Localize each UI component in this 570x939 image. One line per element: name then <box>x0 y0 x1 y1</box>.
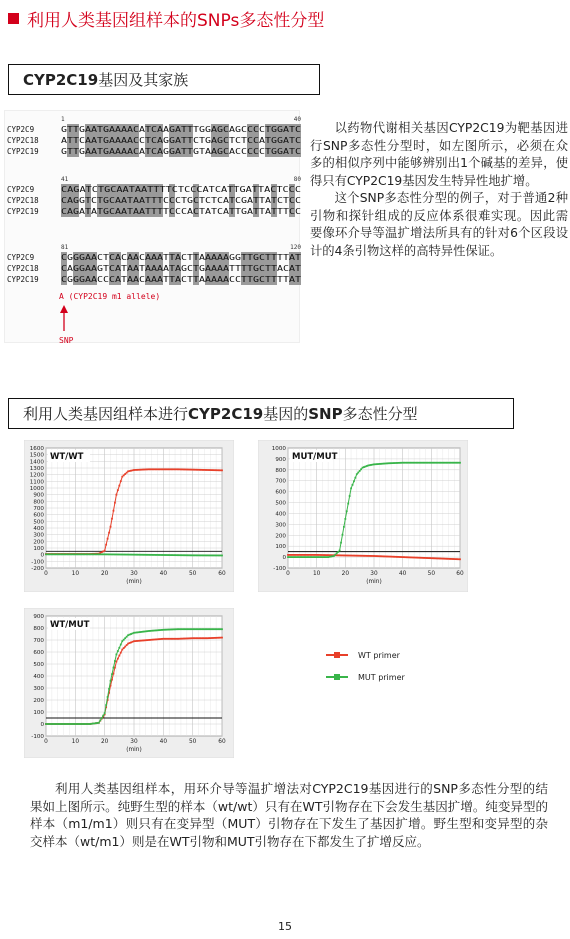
x-tick-label: 20 <box>341 571 350 577</box>
x-axis-label: (min) <box>126 579 142 585</box>
gene-name-label: CYP2C18 <box>7 264 39 273</box>
y-tick-label: 100 <box>33 710 44 716</box>
sequence-text: CGGGAACCCATAACAAATTACTTAAAAACCTTGCTTTTAT <box>61 275 301 284</box>
data-point <box>459 462 461 464</box>
snp-label: SNP <box>59 336 74 344</box>
legend-label-mut: MUT primer <box>358 672 405 682</box>
data-point <box>117 650 119 652</box>
sequence-text: CAGGTCTGCAATAATTTCCCTGCTCTCATCGATTATCTCC <box>61 196 301 205</box>
data-point <box>221 637 223 639</box>
gene-name-label: CYP2C19 <box>7 147 39 156</box>
block-end-label: 120 <box>290 244 301 251</box>
sequence-text: CAGATCTGCAATAATTTTCTCCCATCATTGATTACTCCC <box>61 185 301 194</box>
legend-swatch-mut <box>326 676 348 678</box>
y-tick-label: 600 <box>275 489 286 496</box>
x-tick-label: 10 <box>71 571 80 577</box>
intro-paragraph-1: 以药物代谢相关基因CYP2C19为靶基因进行SNP多态性分型时，如左图所示，必须在众多的相似序列中能够辨别出1个碱基的差异，使得只有CYP2C19基因发生特异性地扩增。 <box>310 121 568 188</box>
chart-mut-mut-svg <box>258 440 468 592</box>
data-point <box>108 688 110 690</box>
data-point <box>354 477 356 479</box>
data-point <box>117 489 119 491</box>
data-point <box>360 468 362 470</box>
data-point <box>357 472 359 474</box>
y-tick-label: 900 <box>275 456 286 463</box>
y-tick-label: 1000 <box>29 486 44 492</box>
x-tick-label: 20 <box>100 571 109 577</box>
legend-item-wt <box>326 644 405 666</box>
y-tick-label: 1000 <box>271 446 286 452</box>
data-point <box>107 696 109 698</box>
y-tick-label: -200 <box>31 566 44 572</box>
y-tick-label: 700 <box>275 478 286 485</box>
page-heading <box>8 6 324 31</box>
snp-arrowhead-icon <box>60 305 68 313</box>
block-start-label: 41 <box>61 176 69 183</box>
data-point <box>113 667 115 669</box>
x-tick-label: 50 <box>427 571 436 577</box>
y-tick-label: 300 <box>33 686 44 692</box>
y-tick-label: 1300 <box>29 466 44 472</box>
section2-title-snp: SNP <box>308 404 343 423</box>
section2-title-gene: CYP2C19 <box>188 404 264 423</box>
block-start-label: 81 <box>61 244 69 251</box>
sequence-text: CGGGAACTCACAACAAATTACTTAAAAAGGTTGCTTTTAT <box>61 253 301 262</box>
y-tick-label: 500 <box>33 662 44 668</box>
sequence-text: GTTGAATGAAAACATCAGGATTGTAAGCACCCCCTGGATC <box>61 147 301 156</box>
data-point <box>340 542 342 544</box>
y-tick-label: 200 <box>275 533 286 540</box>
data-point <box>350 487 352 489</box>
data-point <box>356 473 358 475</box>
sequence-text: GTTGAATGAAAACATCAAGATTTGGAGCAGCCCCTGGATC <box>61 125 301 134</box>
gene-name-label: CYP2C19 <box>7 207 39 216</box>
y-tick-label: 500 <box>33 519 44 526</box>
y-tick-label: 800 <box>33 626 44 632</box>
y-tick-label: -100 <box>31 734 44 740</box>
x-axis-label: (min) <box>126 747 142 753</box>
chart-mut-mut <box>258 440 468 592</box>
y-tick-label: 100 <box>33 546 44 552</box>
x-tick-label: 30 <box>130 739 138 745</box>
y-tick-label: -100 <box>273 566 286 572</box>
data-point <box>339 550 341 552</box>
x-tick-label: 60 <box>456 571 464 577</box>
chart-wt-wt <box>24 440 234 592</box>
section-title-snp-typing <box>8 398 514 429</box>
y-tick-label: 900 <box>33 614 44 620</box>
data-point <box>111 518 113 520</box>
y-tick-label: 900 <box>33 492 44 499</box>
chart-title: WT/MUT <box>50 620 90 630</box>
data-point <box>344 518 346 520</box>
legend-marker-wt <box>334 652 340 658</box>
x-tick-label: 0 <box>44 571 48 577</box>
data-point <box>347 503 349 505</box>
red-square-icon <box>8 13 19 24</box>
y-tick-label: 1400 <box>29 459 44 466</box>
section2-title-post: 多态性分型 <box>342 405 418 423</box>
data-point <box>221 628 223 630</box>
block-end-label: 80 <box>293 176 301 183</box>
gene-name-label: CYP2C18 <box>7 196 39 205</box>
data-point <box>98 722 100 724</box>
y-tick-label: 0 <box>282 555 286 562</box>
intro-paragraph-2: 这个SNP多态性分型的例子，对于普通2种引物和探针组成的反应体系很难实现。因此需要像环介导等温扩增法所具有的针对6个区段设计的4条引物这样的高特异性保证。 <box>310 191 568 258</box>
intro-text <box>310 120 568 260</box>
data-point <box>352 484 354 486</box>
data-point <box>120 480 122 482</box>
x-tick-label: 50 <box>188 571 197 577</box>
sequence-alignment-figure <box>4 110 300 343</box>
data-point <box>118 655 120 657</box>
data-point <box>114 660 116 662</box>
chart-title: WT/WT <box>50 452 84 462</box>
y-tick-label: 200 <box>33 698 44 704</box>
y-tick-label: 0 <box>40 722 44 728</box>
data-point <box>102 715 104 717</box>
data-point <box>221 469 223 471</box>
data-point <box>353 480 355 482</box>
alignment-svg <box>5 111 301 344</box>
y-tick-label: 0 <box>40 552 44 559</box>
y-tick-label: 1500 <box>29 452 44 459</box>
data-point <box>459 558 461 560</box>
data-point <box>343 526 345 528</box>
data-point <box>104 550 106 552</box>
y-tick-label: 700 <box>33 638 44 644</box>
data-point <box>349 495 351 497</box>
data-point <box>221 555 223 557</box>
x-tick-label: 10 <box>71 739 80 745</box>
data-point <box>118 485 120 487</box>
gene-name-label: CYP2C18 <box>7 136 39 145</box>
legend-label-wt: WT primer <box>358 650 400 660</box>
x-tick-label: 30 <box>130 571 138 577</box>
y-tick-label: 700 <box>33 506 44 512</box>
y-tick-label: 400 <box>33 674 44 680</box>
legend-item-mut <box>326 666 405 688</box>
x-tick-label: 60 <box>218 571 226 577</box>
chart-legend <box>326 644 405 688</box>
chart-wt-wt-svg <box>24 440 234 592</box>
y-tick-label: 800 <box>33 499 44 506</box>
data-point <box>104 712 106 714</box>
section2-title-mid: 基因的 <box>263 405 309 423</box>
y-tick-label: 300 <box>275 522 286 529</box>
chart-wt-mut <box>24 608 234 758</box>
x-tick-label: 60 <box>218 739 226 745</box>
results-text <box>30 780 548 850</box>
y-tick-label: -100 <box>31 559 44 566</box>
data-point <box>107 538 109 540</box>
x-axis-label: (min) <box>366 579 382 585</box>
x-tick-label: 30 <box>370 571 378 577</box>
gene-name-label: CYP2C19 <box>7 275 39 284</box>
data-point <box>108 532 110 534</box>
x-tick-label: 20 <box>100 739 109 745</box>
gene-name-label: CYP2C9 <box>7 185 35 194</box>
x-tick-label: 50 <box>188 739 197 745</box>
data-point <box>113 510 115 512</box>
block-start-label: 1 <box>61 116 65 123</box>
block-end-label: 40 <box>293 116 301 123</box>
gene-name-label: CYP2C9 <box>7 253 35 262</box>
data-point <box>118 647 120 649</box>
x-tick-label: 10 <box>312 571 321 577</box>
chart-wt-mut-svg <box>24 608 234 758</box>
sequence-text: ATTCAATGAAAACCTCAGGATTCTGAGCTCTCCATGGATC <box>61 136 301 145</box>
y-tick-label: 300 <box>33 532 44 539</box>
gene-name-label: CYP2C9 <box>7 125 35 134</box>
data-point <box>111 673 113 675</box>
section-title-gene: CYP2C19 <box>23 70 99 89</box>
legend-swatch-wt <box>326 654 348 656</box>
y-tick-label: 1200 <box>29 472 44 479</box>
y-tick-label: 600 <box>33 650 44 656</box>
data-point <box>359 470 361 472</box>
data-point <box>99 720 101 722</box>
sequence-text: CAGGAAGTCATAATAAAATAGCTGAAAATTTTGCTTACAT <box>61 264 301 273</box>
sequence-text: CAGATATGCAATAATTTTCCCACTATCATTGATTATTTCC <box>61 207 301 216</box>
page-title: 利用人类基因组样本的SNPs多态性分型 <box>27 11 325 31</box>
data-point <box>105 704 107 706</box>
x-tick-label: 0 <box>286 571 290 577</box>
data-point <box>101 717 103 719</box>
data-point <box>110 680 112 682</box>
x-tick-label: 0 <box>44 739 48 745</box>
data-point <box>120 652 122 654</box>
y-tick-label: 200 <box>33 539 44 546</box>
y-tick-label: 500 <box>275 500 286 507</box>
section-title-rest: 基因及其家族 <box>98 71 189 89</box>
data-point <box>105 544 107 546</box>
data-point <box>120 644 122 646</box>
x-tick-label: 40 <box>159 571 168 577</box>
data-point <box>114 502 116 504</box>
section2-title-pre: 利用人类基因组样本进行 <box>23 405 189 423</box>
page-number: 15 <box>278 920 292 933</box>
legend-marker-mut <box>334 674 340 680</box>
x-tick-label: 40 <box>398 571 407 577</box>
results-paragraph: 利用人类基因组样本，用环介导等温扩增法对CYP2C19基因进行的SNP多态性分型的结果如上图所示。纯野生型的样本（wt/wt）只有在WT引物存在下会发生基因扩增。纯变异型的样本（m1/m1）则只有在变异型（MUT）引物存在下发生了基因扩增。野生型和变异型的杂交样本（wt/m1）则是在WT引物和MUT引物存在下都发生了扩增反应。 <box>30 781 548 849</box>
allele-label: A (CYP2C19 m1 allele) <box>59 292 161 301</box>
data-point <box>346 510 348 512</box>
chart-title: MUT/MUT <box>292 452 338 462</box>
y-tick-label: 400 <box>33 526 44 532</box>
y-tick-label: 100 <box>275 544 286 551</box>
section-title-cyp2c19-family <box>8 64 320 95</box>
data-point <box>116 494 118 496</box>
y-tick-label: 1600 <box>29 446 44 452</box>
data-point <box>117 658 119 660</box>
y-tick-label: 800 <box>275 467 286 474</box>
data-point <box>116 654 118 656</box>
data-point <box>110 526 112 528</box>
y-tick-label: 600 <box>33 512 44 519</box>
y-tick-label: 400 <box>275 511 286 518</box>
y-tick-label: 1100 <box>29 479 44 486</box>
data-point <box>342 534 344 536</box>
x-tick-label: 40 <box>159 739 168 745</box>
